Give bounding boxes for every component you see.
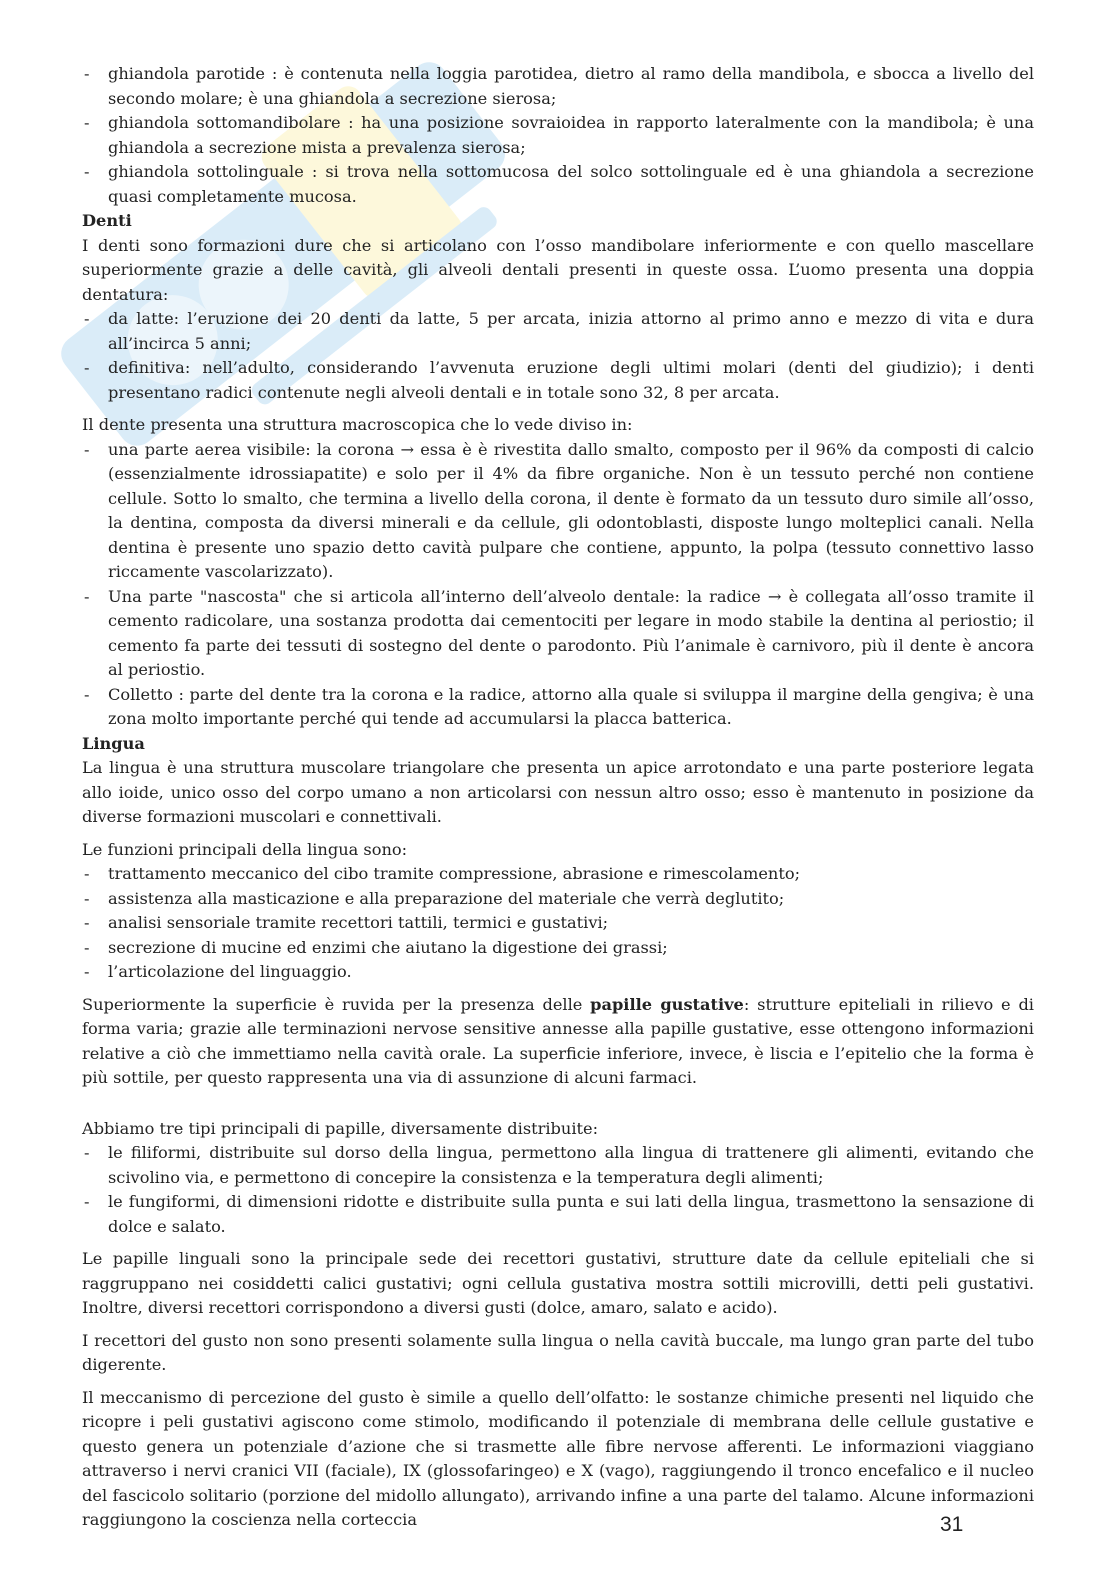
page-content	[82, 62, 1034, 1533]
section-heading-lingua: Lingua	[82, 733, 145, 753]
list-item: - ghiandola parotide : è contenuta nella loggia parotidea, dietro al ramo della mandibola, e sbocca a livello del secondo molare; è una ghiandola a secrezione sierosa;	[82, 62, 1034, 111]
list-item: - ghiandola sottomandibolare : ha una posizione sovraioidea in rapporto lateralmente con la mandibola; è una ghiandola a secrezione mista a prevalenza sierosa;	[82, 111, 1034, 160]
list-item: - le filiformi, distribuite sul dorso della lingua, permettono alla lingua di trattenere gli alimenti, evitando che scivolino via, e permettono di concepire la consistenza e la temperatura degli alimenti;	[82, 1141, 1034, 1190]
list-item: - assistenza alla masticazione e alla preparazione del materiale che verrà deglutito;	[82, 887, 1034, 912]
paragraph: Abbiamo tre tipi principali di papille, diversamente distribuite:	[82, 1118, 599, 1138]
page-number: 31	[940, 1513, 964, 1536]
text-run: Superiormente la superficie è ruvida per la presenza delle	[82, 994, 591, 1014]
list-item: - secrezione di mucine ed enzimi che aiutano la digestione dei grassi;	[82, 936, 1034, 961]
tongue-functions-list	[82, 862, 1034, 985]
papillae-list	[82, 1141, 1034, 1239]
list-item: - Colletto : parte del dente tra la corona e la radice, attorno alla quale si sviluppa il margine della gengiva; è una zona molto importante perché qui tende ad accumularsi la placca batterica.	[82, 683, 1034, 732]
list-item: - Una parte "nascosta" che si articola all’interno dell’alveolo dentale: la radice → è collegata all’osso tramite il cemento radicolare, una sostanza prodotta dai cementociti per legare in modo stabile la dentina al periostio; il cemento fa parte dei tessuti di sostegno del dente o parodonto. Più l’animale è carnivoro, più il dente è ancora al periostio.	[82, 585, 1034, 683]
paragraph: Il dente presenta una struttura macroscopica che lo vede diviso in:	[82, 415, 633, 434]
list-item: - una parte aerea visibile: la corona → essa è è rivestita dallo smalto, composto per il 96% da composti di calcio (essenzialmente idrossiapatite) e solo per il 4% da fibre organiche. Non è un tessuto perché non contiene cellule. Sotto lo smalto, che termina a livello della corona, il dente è formato da un tessuto duro simile all’osso, la dentina, composta da diversi minerali e da cellule, gli odontoblasti, disposte lungo molteplici canali. Nella dentina è presente uno spazio detto cavità pulpare che contiene, appunto, la polpa (tessuto connettivo lasso riccamente vascolarizzato).	[82, 438, 1034, 585]
paragraph: La lingua è una struttura muscolare triangolare che presenta un apice arrotondato e una parte posteriore legata allo ioide, unico osso del corpo umano a non articolarsi con nessun altro osso; esso è mantenuto in posizione da diverse formazioni muscolari e connettivali.	[82, 758, 1034, 826]
list-item: - trattamento meccanico del cibo tramite compressione, abrasione e rimescolamento;	[82, 862, 1034, 887]
paragraph	[82, 993, 1034, 1091]
paragraph: Le funzioni principali della lingua sono:	[82, 839, 408, 859]
text-run: : strutture epiteliali in rilievo e di forma varia; grazie alle terminazioni nervose sensitive annesse alla papille gustative, esse ottengono informazioni relative a ciò che immettiamo nella cavità orale. La superficie inferiore, invece, è liscia e l’epitelio che la forma è più sottile, per questo rappresenta una via di assunzione di alcuni farmaci.	[82, 994, 1034, 1087]
dentition-list	[82, 307, 1034, 405]
paragraph: I recettori del gusto non sono presenti solamente sulla lingua o nella cavità buccale, ma lungo gran parte del tubo digerente.	[82, 1330, 1034, 1374]
paragraph: I denti sono formazioni dure che si articolano con l’osso mandibolare inferiormente e con quello mascellare superiormente grazie a delle cavità, gli alveoli dentali presenti in queste ossa. L’uomo presenta una doppia dentatura:	[82, 235, 1034, 304]
tooth-structure-list	[82, 438, 1034, 732]
list-item: - l’articolazione del linguaggio.	[82, 960, 1034, 985]
paragraph: Il meccanismo di percezione del gusto è simile a quello dell’olfatto: le sostanze chimiche presenti nel liquido che ricopre i peli gustativi agiscono come stimolo, modificando il potenziale di membrana delle cellule gustative e questo genera un potenziale d’azione che si trasmette alle fibre nervose afferenti. Le informazioni viaggiano attraverso i nervi cranici VII (faciale), IX (glossofaringeo) e X (vago), raggiungendo il tronco encefalico e il nucleo del fascicolo solitario (porzione del midollo allungato), arrivando infine a una parte del talamo. Alcune informazioni raggiungono la coscienza nella corteccia	[82, 1387, 1034, 1529]
list-item: - le fungiformi, di dimensioni ridotte e distribuite sulla punta e sui lati della lingua, trasmettono la sensazione di dolce e salato.	[82, 1190, 1034, 1239]
section-heading-denti: Denti	[82, 211, 132, 230]
glands-list	[82, 62, 1034, 209]
list-item: - definitiva: nell’adulto, considerando l’avvenuta eruzione degli ultimi molari (denti del giudizio); i denti presentano radici contenute negli alveoli dentali e in totale sono 32, 8 per arcata.	[82, 356, 1034, 405]
list-item: - ghiandola sottolinguale : si trova nella sottomucosa del solco sottolinguale ed è una ghiandola a secrezione quasi completamente mucosa.	[82, 160, 1034, 209]
list-item: - analisi sensoriale tramite recettori tattili, termici e gustativi;	[82, 911, 1034, 936]
bold-term: papille gustative	[590, 994, 744, 1014]
list-item: - da latte: l’eruzione dei 20 denti da latte, 5 per arcata, inizia attorno al primo anno e mezzo di vita e dura all’incirca 5 anni;	[82, 307, 1034, 356]
paragraph: Le papille linguali sono la principale sede dei recettori gustativi, strutture date da cellule epiteliali che si raggruppano nei cosiddetti calici gustativi; ogni cellula gustativa mostra sottili microvilli, detti peli gustativi. Inoltre, diversi recettori corrispondono a diversi gusti (dolce, amaro, salato e acido).	[82, 1249, 1034, 1317]
